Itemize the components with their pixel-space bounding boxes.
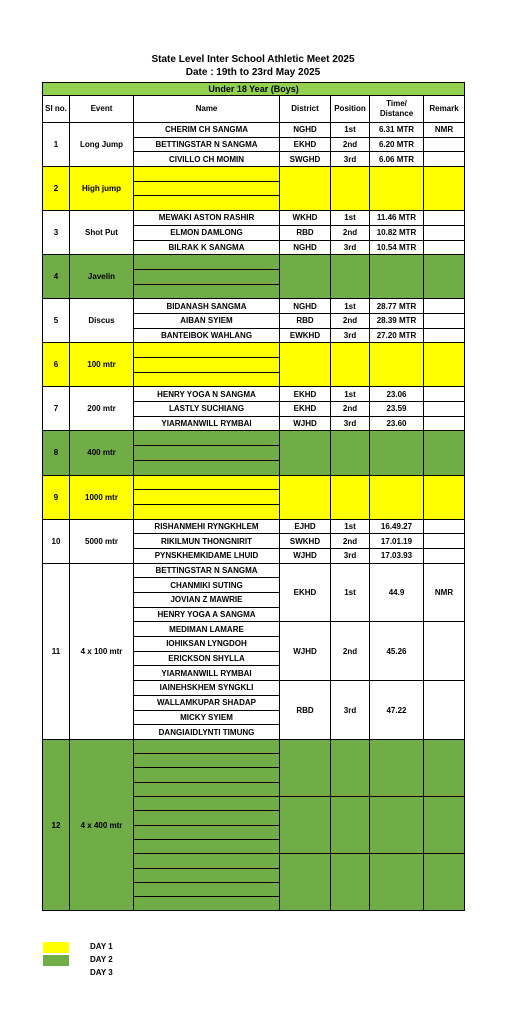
sl-cell: 2 — [43, 167, 70, 211]
time-cell: 27.20 MTR — [370, 328, 424, 343]
athlete-name — [134, 839, 280, 853]
remark-cell — [424, 152, 465, 167]
athlete-name — [134, 446, 280, 461]
athlete-name: YIARMANWILL RYMBAI — [134, 416, 280, 431]
table-row — [43, 387, 465, 402]
event-cell: Long Jump — [70, 123, 134, 167]
legend-swatch — [43, 955, 69, 966]
athlete-name: RISHANMEHI RYNGKHLEM — [134, 519, 280, 534]
event-cell: 4 x 100 mtr — [70, 563, 134, 739]
athlete-name: BIDANASH SANGMA — [134, 299, 280, 314]
event-cell: Shot Put — [70, 211, 134, 255]
table-row — [43, 519, 465, 534]
athlete-name — [134, 739, 280, 753]
position-cell: 2nd — [331, 622, 370, 681]
remark-cell — [424, 854, 465, 911]
athlete-name: MEDIMAN LAMARE — [134, 622, 280, 637]
time-cell — [370, 167, 424, 211]
district-cell — [280, 431, 331, 475]
time-cell: 23.60 — [370, 416, 424, 431]
athlete-name: YIARMANWILL RYMBAI — [134, 666, 280, 681]
remark-cell — [424, 519, 465, 534]
athlete-name: AIBAN SYIEM — [134, 313, 280, 328]
time-cell: 44.9 — [370, 563, 424, 622]
sl-cell: 4 — [43, 255, 70, 299]
athlete-name — [134, 811, 280, 825]
athlete-name: MEWAKI ASTON RASHIR — [134, 211, 280, 226]
athlete-name — [134, 825, 280, 839]
page-title: State Level Inter School Athletic Meet 2025 — [151, 54, 355, 65]
position-cell — [331, 475, 370, 519]
time-cell: 17.03.93 — [370, 548, 424, 563]
athlete-name — [134, 782, 280, 796]
athlete-name: IAINEHSKHEM SYNGKLI — [134, 681, 280, 696]
header-name: Name — [134, 96, 280, 123]
athlete-name — [134, 797, 280, 811]
header-position: Position — [331, 96, 370, 123]
athlete-name: BETTINGSTAR N SANGMA — [134, 137, 280, 152]
remark-cell — [424, 343, 465, 387]
district-cell — [280, 255, 331, 299]
position-cell: 1st — [331, 519, 370, 534]
time-cell: 28.77 MTR — [370, 299, 424, 314]
district-cell: WJHD — [280, 622, 331, 681]
position-cell: 3rd — [331, 240, 370, 255]
athlete-name — [134, 358, 280, 373]
athlete-name — [134, 431, 280, 446]
position-cell — [331, 255, 370, 299]
position-cell: 2nd — [331, 313, 370, 328]
athlete-name: IOHIKSAN LYNGDOH — [134, 637, 280, 652]
time-cell — [370, 431, 424, 475]
remark-cell — [424, 797, 465, 854]
date-line: Date : 19th to 23rd May 2025 — [185, 67, 321, 78]
sl-cell: 7 — [43, 387, 70, 431]
athlete-name: HENRY YOGA A SANGMA — [134, 607, 280, 622]
time-cell: 45.26 — [370, 622, 424, 681]
time-cell: 28.39 MTR — [370, 313, 424, 328]
position-cell — [331, 739, 370, 796]
time-cell: 10.54 MTR — [370, 240, 424, 255]
remark-cell — [424, 387, 465, 402]
legend-swatch — [43, 942, 69, 953]
athlete-name — [134, 490, 280, 505]
sl-cell: 9 — [43, 475, 70, 519]
district-cell: RBD — [280, 225, 331, 240]
athlete-name — [134, 343, 280, 358]
time-cell — [370, 255, 424, 299]
sl-cell: 12 — [43, 739, 70, 911]
position-cell — [331, 343, 370, 387]
district-cell — [280, 167, 331, 211]
district-cell: SWKHD — [280, 534, 331, 549]
event-cell: High jump — [70, 167, 134, 211]
table-row — [43, 343, 465, 358]
remark-cell — [424, 328, 465, 343]
time-cell: 23.06 — [370, 387, 424, 402]
time-cell: 6.20 MTR — [370, 137, 424, 152]
sl-cell: 6 — [43, 343, 70, 387]
remark-cell — [424, 255, 465, 299]
district-cell: SWGHD — [280, 152, 331, 167]
time-cell: 10.82 MTR — [370, 225, 424, 240]
remark-cell — [424, 313, 465, 328]
remark-cell — [424, 548, 465, 563]
remark-cell — [424, 167, 465, 211]
district-cell — [280, 343, 331, 387]
athlete-name — [134, 196, 280, 211]
athlete-name: PYNSKHEMKIDAME LHUID — [134, 548, 280, 563]
position-cell — [331, 797, 370, 854]
legend-label: DAY 1 — [90, 942, 113, 951]
position-cell: 3rd — [331, 328, 370, 343]
athlete-name: ELMON DAMLONG — [134, 225, 280, 240]
sl-cell: 10 — [43, 519, 70, 563]
sl-cell: 11 — [43, 563, 70, 739]
district-cell: RBD — [280, 681, 331, 740]
position-cell — [331, 167, 370, 211]
table-row — [43, 299, 465, 314]
position-cell: 1st — [331, 123, 370, 138]
table-row — [43, 475, 465, 490]
table-row — [43, 739, 465, 753]
table-row — [43, 255, 465, 270]
position-cell: 3rd — [331, 152, 370, 167]
athlete-name: CHANMIKI SUTING — [134, 578, 280, 593]
district-cell: EKHD — [280, 402, 331, 417]
athlete-name — [134, 868, 280, 882]
athlete-name — [134, 460, 280, 475]
district-cell: NGHD — [280, 240, 331, 255]
athlete-name — [134, 372, 280, 387]
athlete-name — [134, 882, 280, 896]
district-cell: RBD — [280, 313, 331, 328]
sl-cell: 3 — [43, 211, 70, 255]
remark-cell — [424, 475, 465, 519]
time-cell — [370, 739, 424, 796]
event-cell: 400 mtr — [70, 431, 134, 475]
athlete-name: BILRAK K SANGMA — [134, 240, 280, 255]
athlete-name: MICKY SYIEM — [134, 710, 280, 725]
position-cell: 3rd — [331, 681, 370, 740]
time-cell: 17.01.19 — [370, 534, 424, 549]
table-row — [43, 563, 465, 578]
district-cell — [280, 854, 331, 911]
athlete-name — [134, 854, 280, 868]
event-cell: 4 x 400 mtr — [70, 739, 134, 911]
athlete-name: BETTINGSTAR N SANGMA — [134, 563, 280, 578]
athlete-name: CIVILLO CH MOMIN — [134, 152, 280, 167]
athlete-name: BANTEIBOK WAHLANG — [134, 328, 280, 343]
header-district: District — [280, 96, 331, 123]
remark-cell — [424, 402, 465, 417]
time-cell — [370, 797, 424, 854]
position-cell: 1st — [331, 563, 370, 622]
district-cell: NGHD — [280, 299, 331, 314]
time-cell: 11.46 MTR — [370, 211, 424, 226]
time-cell: 16.49.27 — [370, 519, 424, 534]
remark-cell — [424, 240, 465, 255]
remark-cell — [424, 225, 465, 240]
event-cell: Discus — [70, 299, 134, 343]
district-cell: NGHD — [280, 123, 331, 138]
position-cell — [331, 854, 370, 911]
position-cell: 1st — [331, 387, 370, 402]
athlete-name — [134, 167, 280, 182]
athlete-name — [134, 768, 280, 782]
results-table — [42, 82, 465, 911]
event-cell: Javelin — [70, 255, 134, 299]
position-cell: 3rd — [331, 416, 370, 431]
remark-cell: NMR — [424, 123, 465, 138]
position-cell: 2nd — [331, 137, 370, 152]
athlete-name — [134, 255, 280, 270]
district-cell: WJHD — [280, 548, 331, 563]
time-cell: 6.31 MTR — [370, 123, 424, 138]
position-cell: 1st — [331, 211, 370, 226]
athlete-name: RIKILMUN THONGNIRIT — [134, 534, 280, 549]
athlete-name — [134, 284, 280, 299]
athlete-name — [134, 475, 280, 490]
district-cell: WJHD — [280, 416, 331, 431]
table-row — [43, 211, 465, 226]
athlete-name — [134, 754, 280, 768]
sl-cell: 8 — [43, 431, 70, 475]
remark-cell — [424, 739, 465, 796]
header-remark: Remark — [424, 96, 465, 123]
time-cell: 23.59 — [370, 402, 424, 417]
remark-cell — [424, 431, 465, 475]
time-cell — [370, 343, 424, 387]
district-cell: EJHD — [280, 519, 331, 534]
time-cell: 47.22 — [370, 681, 424, 740]
position-cell: 1st — [331, 299, 370, 314]
category-banner: Under 18 Year (Boys) — [43, 83, 465, 96]
remark-cell — [424, 299, 465, 314]
position-cell — [331, 431, 370, 475]
athlete-name — [134, 181, 280, 196]
header-time: Time/ Distance — [370, 96, 424, 123]
remark-cell — [424, 211, 465, 226]
table-row — [43, 167, 465, 182]
athlete-name: LASTLY SUCHIANG — [134, 402, 280, 417]
position-cell: 2nd — [331, 402, 370, 417]
remark-cell: NMR — [424, 563, 465, 622]
table-row — [43, 431, 465, 446]
athlete-name — [134, 504, 280, 519]
legend-label: DAY 3 — [90, 968, 113, 977]
header-event: Event — [70, 96, 134, 123]
time-cell — [370, 475, 424, 519]
district-cell: EKHD — [280, 387, 331, 402]
athlete-name: WALLAMKUPAR SHADAP — [134, 695, 280, 710]
header-sl: Sl no. — [43, 96, 70, 123]
remark-cell — [424, 681, 465, 740]
event-cell: 200 mtr — [70, 387, 134, 431]
legend-label: DAY 2 — [90, 955, 113, 964]
time-cell — [370, 854, 424, 911]
district-cell: EKHD — [280, 563, 331, 622]
athlete-name — [134, 269, 280, 284]
table-row — [43, 123, 465, 138]
position-cell: 2nd — [331, 534, 370, 549]
athlete-name: JOVIAN Z MAWRIE — [134, 593, 280, 608]
district-cell: WKHD — [280, 211, 331, 226]
athlete-name: ERICKSON SHYLLA — [134, 651, 280, 666]
district-cell: EKHD — [280, 137, 331, 152]
event-cell: 5000 mtr — [70, 519, 134, 563]
district-cell: EWKHD — [280, 328, 331, 343]
sl-cell: 5 — [43, 299, 70, 343]
athlete-name: HENRY YOGA N SANGMA — [134, 387, 280, 402]
district-cell — [280, 475, 331, 519]
remark-cell — [424, 622, 465, 681]
remark-cell — [424, 534, 465, 549]
remark-cell — [424, 137, 465, 152]
athlete-name: DANGIAIDLYNTI TIMUNG — [134, 725, 280, 740]
remark-cell — [424, 416, 465, 431]
event-cell: 100 mtr — [70, 343, 134, 387]
athlete-name: CHERIM CH SANGMA — [134, 123, 280, 138]
event-cell: 1000 mtr — [70, 475, 134, 519]
athlete-name — [134, 897, 280, 911]
position-cell: 2nd — [331, 225, 370, 240]
position-cell: 3rd — [331, 548, 370, 563]
district-cell — [280, 797, 331, 854]
district-cell — [280, 739, 331, 796]
time-cell: 6.06 MTR — [370, 152, 424, 167]
sl-cell: 1 — [43, 123, 70, 167]
